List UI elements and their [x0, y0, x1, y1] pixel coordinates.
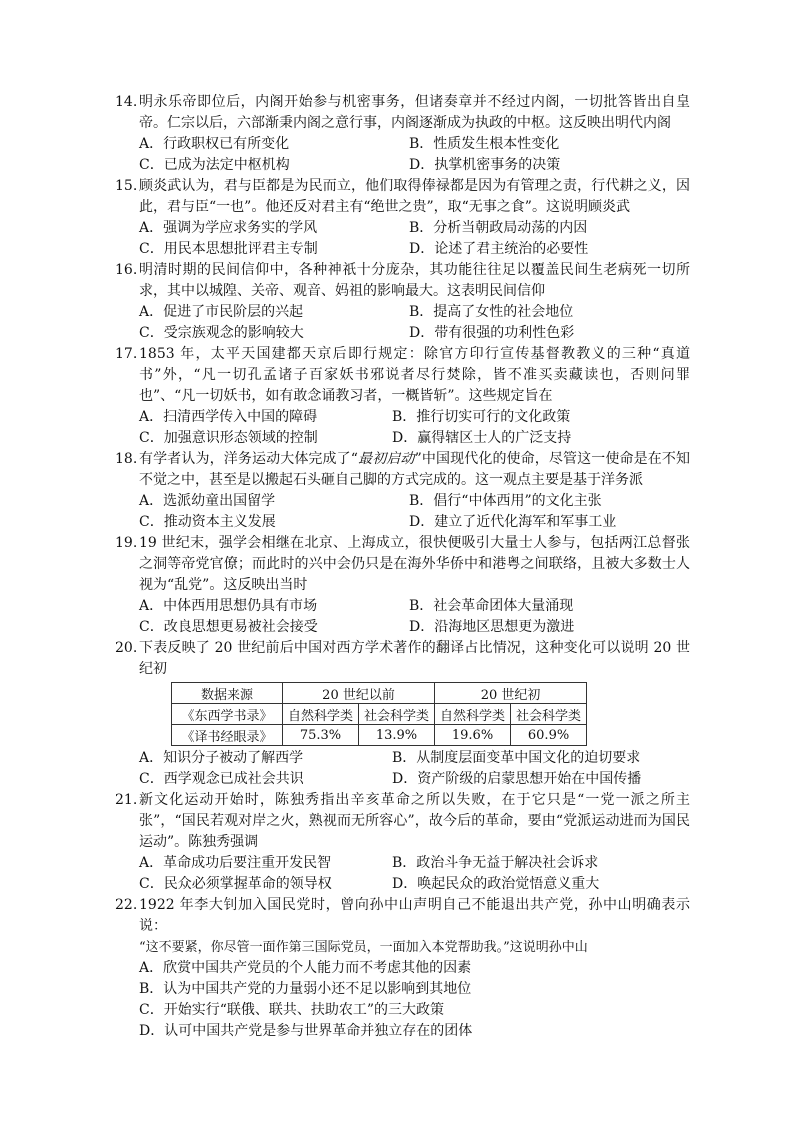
stem-emphasis: 最初启动 [357, 451, 415, 467]
table-cell: 自然科学类 [283, 704, 359, 725]
option-a[interactable]: A．中体西用思想仍具有市场 [139, 598, 318, 614]
stem-part: 1922 年李大钊加入国民党时，曾向孙中山声明自己不能退出共产党，孙中山明确表示说： [139, 897, 690, 934]
table-cell: 社会科学类 [511, 704, 587, 725]
option-d[interactable]: D．资产阶级的启蒙思想开始在中国传播 [392, 771, 642, 787]
option-c[interactable]: C．加强意识形态领域的控制 [139, 430, 318, 446]
option-a[interactable]: A．行政职权已有所变化 [139, 136, 290, 152]
question-number: 19. [115, 535, 138, 551]
options-19 [115, 596, 690, 638]
option-a[interactable]: A．知识分子被动了解西学 [139, 750, 304, 766]
option-c[interactable]: C．用民本思想批评君主专制 [139, 241, 318, 257]
question-number: 14. [115, 94, 138, 110]
option-c[interactable]: C．开始实行“联俄、联共、扶助农工”的三大政策 [139, 1002, 445, 1018]
options-20 [115, 748, 690, 790]
question-stem: 1853 年，太平天国建都天京后即行规定：除官方印行宣传基督教教义的三种“真道书”外，“凡一切孔孟诸子百家妖书邪说者尽行焚除，皆不准买卖藏读也，否则问罪也”、“凡一切妖书，如有敢念诵教习者，一概皆斩”。这些规定旨在 [139, 346, 690, 404]
option-b[interactable]: B．政治斗争无益于解决社会诉求 [392, 855, 599, 871]
stem-part: ”中国现代化的使命，尽管这一使命是在不知不觉之中，甚至是以搬起石头砸自己脚的方式完成的。这一观点主要是基于洋务派 [139, 451, 690, 488]
question-number: 22. [115, 897, 138, 913]
options-18 [115, 491, 690, 533]
option-b[interactable]: B．倡行“中体西用”的文化主张 [409, 493, 602, 509]
option-c[interactable]: C．改良思想更易被社会接受 [139, 619, 318, 635]
question-number: 21. [115, 792, 138, 808]
options-17 [115, 407, 690, 449]
question-stem [139, 895, 690, 958]
option-b[interactable]: B．从制度层面变革中国文化的迫切要求 [392, 750, 641, 766]
question-stem: 明清时期的民间信仰中，各种神祇十分庞杂，其功能往往足以覆盖民间生老病死一切所求，其中以城隍、关帝、观音、妈祖的影响最大。这表明民间信仰 [139, 262, 690, 299]
question-number: 15. [115, 178, 138, 194]
option-a[interactable]: A．选派幼童出国留学 [139, 493, 276, 509]
table-cell: 《东西学书录》 [172, 704, 283, 725]
option-a[interactable]: A．扫清西学传入中国的障碍 [139, 409, 318, 425]
question-stem: 顾炎武认为，君与臣都是为民而立，他们取得俸禄都是因为有管理之责，行代耕之义，因此，君与臣“一也”。他还反对君主有“绝世之贵”，取“无事之食”。这说明顾炎武 [139, 178, 690, 215]
option-d[interactable]: D．带有很强的功利性色彩 [409, 325, 575, 341]
table-header-early-20c: 20 世纪初 [435, 683, 587, 704]
option-a[interactable]: A．促进了市民阶层的兴起 [139, 304, 304, 320]
question-15 [115, 176, 690, 218]
option-b[interactable]: B．社会革命团体大量涌现 [409, 598, 574, 614]
option-a[interactable]: A．强调为学应求务实的学风 [139, 220, 318, 236]
option-b[interactable]: B．推行切实可行的文化政策 [392, 409, 571, 425]
question-21 [115, 790, 690, 853]
question-stem [139, 449, 690, 491]
option-c[interactable]: C．推动资本主义发展 [139, 514, 276, 530]
question-stem: 明永乐帝即位后，内阁开始参与机密事务，但诸奏章并不经过内阁，一切批答皆出自皇帝。仁宗以后，六部渐秉内阁之意行事，内阁逐渐成为执政的中枢。这反映出明代内阁 [139, 94, 690, 131]
stem-part: 有学者认为，洋务运动大体完成了“ [139, 451, 358, 467]
stem-quote: “这不要紧，你尽管一面作第三国际党员，一面加入本党帮助我。”这说明孙中山 [139, 940, 588, 955]
question-stem: 19 世纪末，强学会相继在北京、上海成立，很快便吸引大量士人参与，包括两江总督张之洞等帝党官僚；而此时的兴中会仍只是在海外华侨中和港粤之间联络，且被大多数士人视为“乱党”。这反映出当时 [139, 535, 690, 593]
question-number: 18. [115, 451, 138, 467]
question-16 [115, 260, 690, 302]
table-cell: 自然科学类 [435, 704, 511, 725]
question-stem: 新文化运动开始时，陈独秀指出辛亥革命之所以失败，在于它只是“一党一派之所主张”，“国民若观对岸之火，熟视而无所容心”，故今后的革命，要由“党派运动进而为国民运动”。陈独秀强调 [139, 792, 690, 850]
option-c[interactable]: C．民众必须掌握革命的领导权 [139, 876, 332, 892]
option-a[interactable]: A．欣赏中国共产党员的个人能力而不考虑其他的因素 [139, 960, 472, 976]
option-b[interactable]: B．分析当朝政局动荡的内因 [409, 220, 588, 236]
table-row [172, 704, 587, 725]
option-c[interactable]: C．受宗族观念的影响较大 [139, 325, 304, 341]
option-d[interactable]: D．认可中国共产党是参与世界革命并独立存在的团体 [139, 1023, 473, 1039]
table-cell: 社会科学类 [359, 704, 435, 725]
table-header-source: 数据来源 [172, 683, 283, 704]
option-c[interactable]: C．西学观念已成社会共识 [139, 771, 304, 787]
table-header-before-20c: 20 世纪以前 [283, 683, 435, 704]
question-number: 17. [115, 346, 138, 362]
table-cell: 75.3% [283, 725, 359, 746]
question-22 [115, 895, 690, 958]
option-d[interactable]: D．赢得辖区士人的广泛支持 [392, 430, 572, 446]
option-d[interactable]: D．论述了君主统治的必要性 [409, 241, 589, 257]
option-b[interactable]: B．性质发生根本性变化 [409, 136, 560, 152]
question-19 [115, 533, 690, 596]
question-number: 20. [115, 640, 138, 656]
question-18 [115, 449, 690, 491]
table-cell: 《译书经眼录》 [172, 725, 283, 746]
translation-table [171, 682, 587, 746]
question-number: 16. [115, 262, 138, 278]
option-b[interactable]: B．提高了女性的社会地位 [409, 304, 574, 320]
table-cell: 60.9% [511, 725, 587, 746]
table-cell: 13.9% [359, 725, 435, 746]
question-20 [115, 638, 690, 680]
options-15 [115, 218, 690, 260]
options-21 [115, 853, 690, 895]
table-row [172, 725, 587, 746]
option-c[interactable]: C．已成为法定中枢机构 [139, 157, 290, 173]
table-row [172, 683, 587, 704]
question-stem: 下表反映了 20 世纪前后中国对西方学术著作的翻译占比情况，这种变化可以说明 20 世纪初 [139, 640, 690, 677]
option-d[interactable]: D．执掌机密事务的决策 [409, 157, 561, 173]
option-d[interactable]: D．沿海地区思想更为激进 [409, 619, 575, 635]
question-list [115, 92, 690, 1042]
options-16 [115, 302, 690, 344]
option-a[interactable]: A．革命成功后要注重开发民智 [139, 855, 332, 871]
option-b[interactable]: B．认为中国共产党的力量弱小还不足以影响到其地位 [139, 981, 472, 997]
option-d[interactable]: D．唤起民众的政治觉悟意义重大 [392, 876, 600, 892]
options-14 [115, 134, 690, 176]
table-cell: 19.6% [435, 725, 511, 746]
question-17 [115, 344, 690, 407]
option-d[interactable]: D．建立了近代化海军和军事工业 [409, 514, 617, 530]
question-14 [115, 92, 690, 134]
options-22 [115, 958, 690, 1042]
